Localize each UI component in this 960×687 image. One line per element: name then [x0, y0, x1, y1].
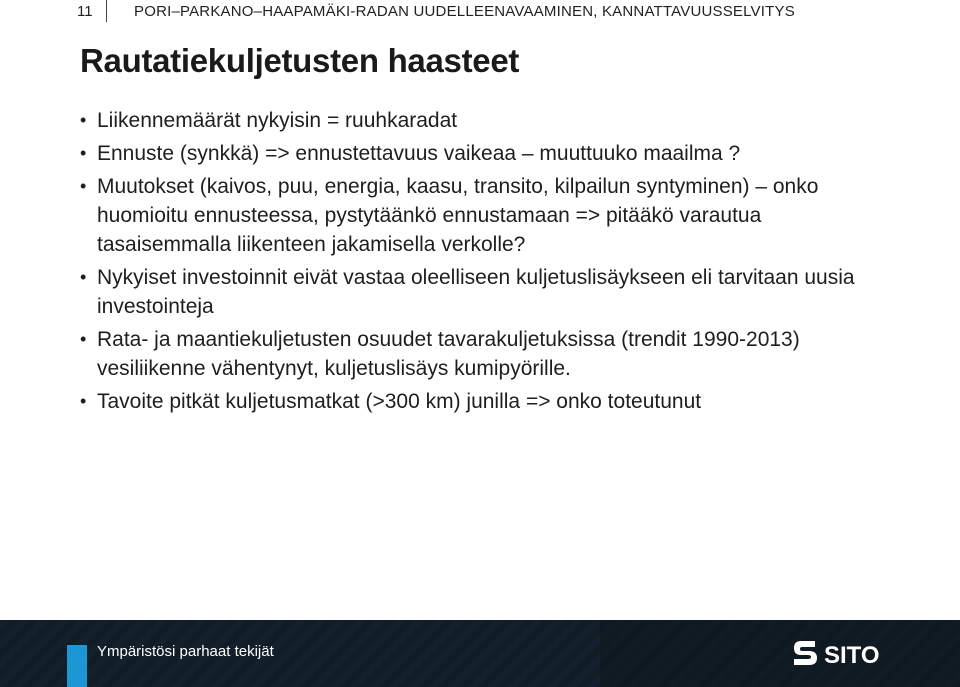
bullet-dot-icon: •: [80, 329, 87, 349]
sito-logo-text: SITO: [824, 642, 880, 669]
bullet-item: [80, 172, 880, 259]
bullet-text: Muutokset (kaivos, puu, energia, kaasu, transito, kilpailun syntyminen) – onko huomioitu ennusteessa, pystytäänkö ennustamaan => pitääkö varautua tasaisemmalla liikenteen jakamisella verkolle?: [97, 175, 819, 256]
bullet-item: [80, 106, 880, 135]
bullet-text: Tavoite pitkät kuljetusmatkat (>300 km) junilla => onko toteutunut: [97, 390, 702, 413]
bullet-text: Ennuste (synkkä) => ennustettavuus vaikeaa – muuttuuko maailma ?: [97, 142, 741, 165]
slide-title: Rautatiekuljetusten haasteet: [80, 42, 520, 79]
bullet-list: [80, 106, 880, 420]
bullet-dot-icon: •: [80, 143, 87, 163]
footer-accent-bar: [67, 645, 87, 687]
bullet-dot-icon: •: [80, 267, 87, 287]
sito-logo: [791, 636, 893, 670]
bullet-dot-icon: •: [80, 110, 87, 130]
footer-tagline: Ympäristösi parhaat tekijät: [97, 643, 274, 660]
document-title: PORI–PARKANO–HAAPAMÄKI-RADAN UUDELLEENAVAAMINEN, KANNATTAVUUSSELVITYS: [134, 3, 795, 20]
bullet-dot-icon: •: [80, 176, 87, 196]
slide-header: [0, 0, 960, 30]
page-number: 11: [77, 3, 93, 20]
bullet-item: [80, 387, 880, 416]
bullet-item: [80, 263, 880, 321]
bullet-dot-icon: •: [80, 391, 87, 411]
bullet-item: [80, 325, 880, 383]
bullet-item: [80, 139, 880, 168]
sito-logo-mark-icon: [794, 641, 817, 665]
bullet-text: Liikennemäärät nykyisin = ruuhkaradat: [97, 109, 458, 132]
bullet-text: Rata- ja maantiekuljetusten osuudet tavarakuljetuksissa (trendit 1990-2013) vesiliikenne vähentynyt, kuljetuslisäys kumipyörille.: [97, 328, 800, 380]
bullet-text: Nykyiset investoinnit eivät vastaa oleelliseen kuljetuslisäykseen eli tarvitaan uusia investointeja: [97, 266, 855, 318]
header-divider: [106, 0, 107, 22]
